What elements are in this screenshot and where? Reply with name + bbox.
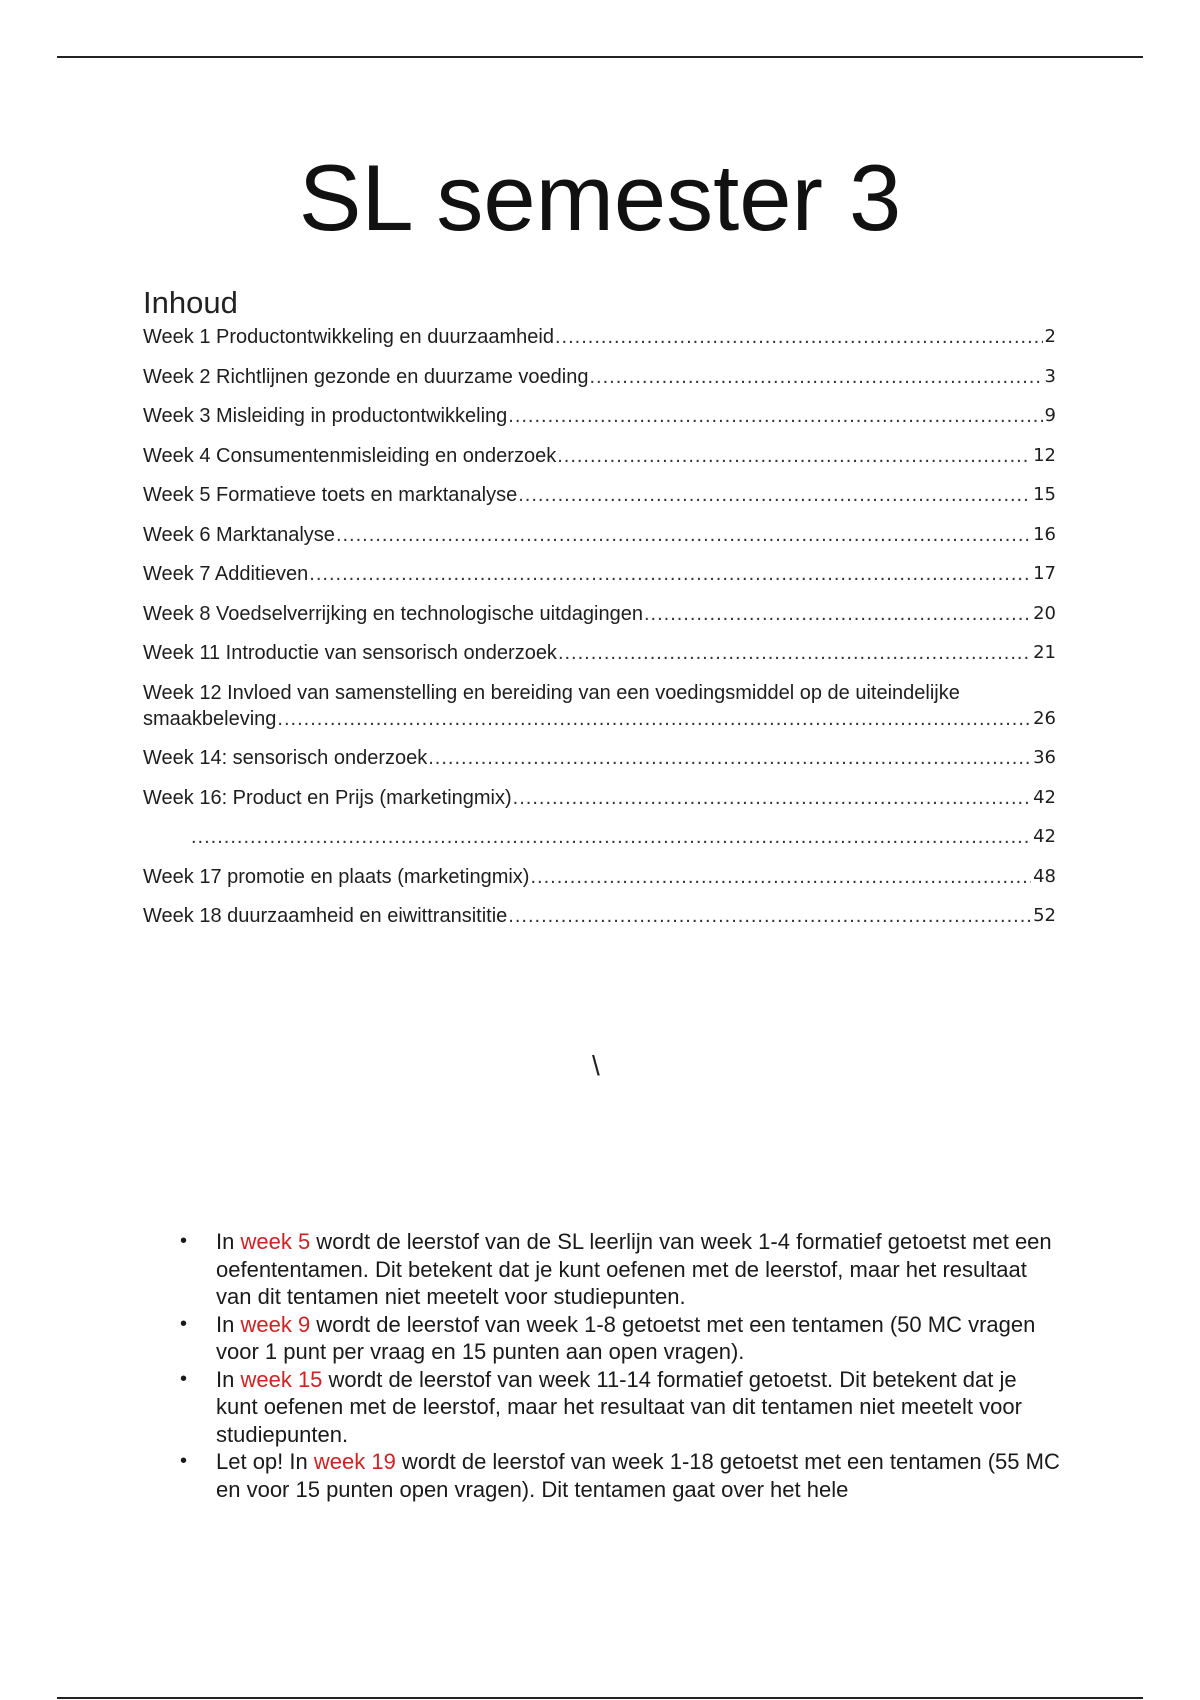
toc-entry-label-line1: Week 12 Invloed van samenstelling en bereiding van een voedingsmiddel op de uiteindelijke bbox=[143, 681, 960, 704]
toc-entry-label: Week 11 Introductie van sensorisch onderzoek bbox=[143, 642, 557, 664]
week-highlight: week 5 bbox=[240, 1229, 311, 1254]
toc-leader bbox=[428, 745, 1031, 771]
week-highlight: week 15 bbox=[240, 1366, 323, 1392]
header-rule bbox=[57, 56, 1143, 58]
toc-entry[interactable] bbox=[143, 443, 1056, 469]
toc-leader bbox=[191, 824, 1031, 850]
toc-entry[interactable] bbox=[143, 903, 1056, 929]
note-prefix: In bbox=[216, 1311, 241, 1337]
list-item bbox=[180, 1448, 1060, 1503]
note-text: wordt de leerstof van week 1-18 getoetst met een tentamen (55 MC en voor 15 punten open vragen). Dit tentamen gaat over het hele bbox=[216, 1449, 1060, 1502]
toc-entry-page: 20 bbox=[1033, 602, 1056, 624]
note-prefix: In bbox=[216, 1229, 241, 1254]
toc-entry[interactable] bbox=[143, 482, 1056, 508]
note-text: wordt de leerstof van week 1-8 getoetst met een tentamen (50 MC vragen voor 1 punt per vraag en 15 punten aan open vragen). bbox=[216, 1311, 1036, 1364]
toc-entry-label: Week 16: Product en Prijs (marketingmix) bbox=[143, 786, 512, 809]
toc-entry-page: 9 bbox=[1044, 405, 1056, 426]
document-title: SL semester 3 bbox=[298, 145, 902, 250]
toc-entry-page: 3 bbox=[1044, 365, 1056, 387]
table-of-contents bbox=[143, 324, 1056, 943]
note-prefix: In bbox=[216, 1366, 241, 1392]
toc-entry-label: Week 1 Productontwikkeling en duurzaamheid bbox=[143, 326, 554, 348]
toc-leader bbox=[589, 364, 1042, 390]
toc-entry[interactable] bbox=[143, 601, 1056, 627]
toc-leader bbox=[644, 601, 1031, 627]
toc-entry-page: 21 bbox=[1033, 642, 1056, 663]
week-highlight: week 19 bbox=[313, 1449, 396, 1474]
toc-entry[interactable] bbox=[143, 640, 1056, 666]
toc-leader bbox=[530, 864, 1031, 890]
toc-entry-page: 17 bbox=[1033, 563, 1056, 584]
toc-entry-page: 42 bbox=[1033, 786, 1056, 808]
toc-entry-label: Week 18 duurzaamheid en eiwittransititie bbox=[143, 905, 508, 927]
toc-entry-page: 48 bbox=[1033, 865, 1056, 887]
toc-entry-label: Week 7 Additieven bbox=[143, 563, 309, 585]
toc-entry-label: Week 6 Marktanalyse bbox=[143, 523, 335, 546]
toc-leader bbox=[508, 903, 1031, 929]
toc-leader bbox=[336, 522, 1031, 548]
toc-leader bbox=[513, 785, 1031, 811]
exam-notes-list bbox=[180, 1228, 1060, 1503]
stray-backslash: \ bbox=[592, 1050, 600, 1081]
toc-entry-page: 42 bbox=[1033, 826, 1056, 847]
toc-entry[interactable] bbox=[143, 785, 1056, 811]
toc-entry-label: Week 4 Consumentenmisleiding en onderzoek bbox=[143, 444, 557, 467]
toc-entry-label: Week 8 Voedselverrijking en technologische uitdagingen bbox=[143, 602, 643, 625]
toc-leader bbox=[309, 561, 1031, 587]
toc-entry[interactable] bbox=[143, 324, 1056, 350]
toc-leader bbox=[558, 640, 1031, 666]
note-prefix: Let op! In bbox=[216, 1449, 314, 1474]
toc-entry-label: Week 2 Richtlijnen gezonde en duurzame voeding bbox=[143, 365, 589, 388]
toc-entry[interactable] bbox=[143, 680, 1056, 732]
note-text: wordt de leerstof van de SL leerlijn van week 1-4 formatief getoetst met een oefententamen. Dit betekent dat je kunt oefenen met de leerstof, maar het resultaat van dit tentamen niet meetelt voor studiepunten. bbox=[216, 1229, 1052, 1309]
toc-entry-page: 2 bbox=[1044, 326, 1056, 347]
toc-leader bbox=[555, 324, 1043, 350]
toc-entry-label: Week 17 promotie en plaats (marketingmix) bbox=[143, 865, 530, 888]
toc-entry-label: Week 14: sensorisch onderzoek bbox=[143, 747, 428, 769]
toc-entry[interactable] bbox=[143, 403, 1056, 429]
week-highlight: week 9 bbox=[240, 1311, 311, 1337]
list-item bbox=[180, 1311, 1060, 1366]
list-item bbox=[180, 1366, 1060, 1449]
toc-leader bbox=[557, 443, 1031, 469]
note-text: wordt de leerstof van week 11-14 formatief getoetst. Dit betekent dat je kunt oefenen met de leerstof, maar het resultaat van dit tentamen niet meetelt voor studiepunten. bbox=[216, 1366, 1022, 1447]
toc-entry-page: 16 bbox=[1033, 523, 1056, 545]
toc-entry-page: 15 bbox=[1033, 484, 1056, 505]
toc-entry-page: 52 bbox=[1033, 905, 1056, 926]
toc-entry[interactable] bbox=[143, 864, 1056, 890]
footer-rule bbox=[57, 1697, 1143, 1699]
toc-entry-label: Week 5 Formatieve toets en marktanalyse bbox=[143, 484, 518, 506]
toc-entry-page: 26 bbox=[1033, 707, 1056, 729]
toc-entry-label: Week 3 Misleiding in productontwikkeling bbox=[143, 405, 508, 427]
toc-entry-page: 12 bbox=[1033, 444, 1056, 466]
list-item bbox=[180, 1228, 1060, 1311]
toc-leader bbox=[277, 706, 1031, 732]
toc-entry-page: 36 bbox=[1033, 747, 1056, 768]
toc-entry-label: smaakbeleving bbox=[143, 707, 277, 730]
toc-leader bbox=[518, 482, 1031, 508]
toc-entry[interactable] bbox=[143, 561, 1056, 587]
toc-entry[interactable] bbox=[143, 824, 1056, 850]
toc-entry[interactable] bbox=[143, 745, 1056, 771]
toc-entry[interactable] bbox=[143, 522, 1056, 548]
toc-leader bbox=[508, 403, 1042, 429]
toc-entry[interactable] bbox=[143, 364, 1056, 390]
toc-heading: Inhoud bbox=[143, 285, 238, 320]
